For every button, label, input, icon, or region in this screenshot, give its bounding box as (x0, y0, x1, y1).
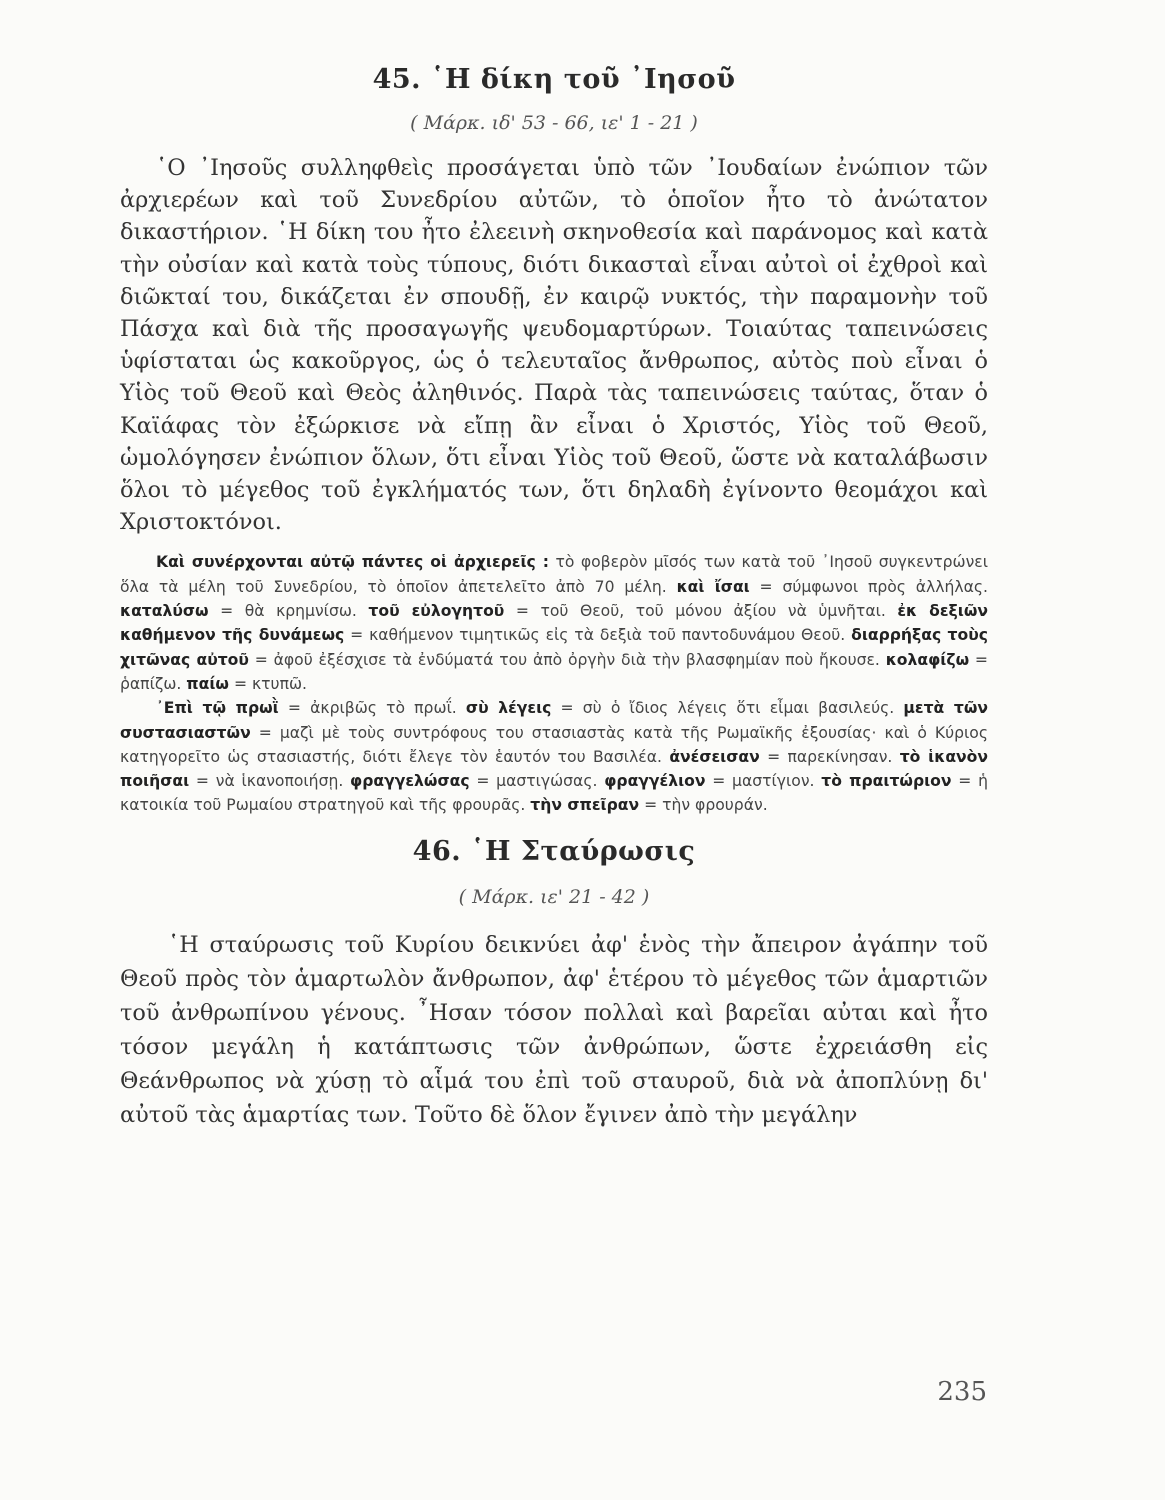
glossary-definition: = τοῦ Θεοῦ, τοῦ μόνου ἀξίου νὰ ὑμνῆται. (504, 602, 898, 621)
glossary-term: Καὶ συνέρχονται αὐτῷ πάντες οἱ ἀρχιερεῖς : (156, 553, 549, 572)
glossary-definition: = καθήμενον τιμητικῶς εἰς τὰ δεξιὰ τοῦ παντοδυνάμου Θεοῦ. (344, 626, 852, 645)
section-body: ῾Η σταύρωσις τοῦ Κυρίου δεικνύει ἀφ' ἑνὸς τὴν ἄπειρον ἀγάπην τοῦ Θεοῦ πρὸς τὸν ἁμαρτωλὸν ἄνθρωπον, ἀφ' ἑτέρου τὸ μέγεθος τῶν ἁμαρτιῶν τοῦ ἀνθρωπίνου γένους. ῏Ησαν τόσον πολλαὶ καὶ βαρεῖαι αὐται καὶ ἦτο τόσον μεγάλη ἡ κατάπτωσις τῶν ἀνθρώπων, ὥστε ἐχρειάσθη εἰς Θεάνθρωπος νὰ χύσῃ τὸ αἷμά του ἐπὶ τοῦ σταυροῦ, διὰ νὰ ἀποπλύνῃ δι' αὐτοῦ τὰς ἁμαρτίας των. Τοῦτο δὲ ὅλον ἔγινεν ἀπὸ τὴν μεγάλην (120, 931, 988, 1128)
glossary-definition: τὸ φοβερὸν μῖσός των κατὰ τοῦ ᾿Ιησοῦ συγκεντρώνει ὅλα τὰ μέλη τοῦ Συνεδρίου, τὸ ὁποῖον ἀπετελεῖτο ἀπὸ 70 μέλη. (120, 553, 989, 596)
glossary-term: ᾿Επὶ τῷ πρωῒ (156, 699, 279, 718)
glossary-paragraph (120, 550, 988, 696)
glossary-definition: = τὴν φρουράν. (639, 796, 768, 815)
section-body: ῾Ο ᾿Ιησοῦς συλληφθεὶς προσάγεται ὑπὸ τῶν ᾿Ιουδαίων ἐνώπιον τῶν ἀρχιερέων καὶ τοῦ Συνεδρίου αὐτῶν, τὸ ὁποῖον ἦτο τὸ ἀνώτατον δικαστήριον. ῾Η δίκη του ἦτο ἐλεεινὴ σκηνοθεσία καὶ παράνομος καὶ κατὰ τὴν οὐσίαν καὶ κατὰ τοὺς τύπους, διότι δικασταὶ εἶναι αὐτοὶ οἱ ἐχθροὶ καὶ διῶκταί του, δικάζεται ἐν σπουδῇ, ἐν καιρῷ νυκτός, τὴν παραμονὴν τοῦ Πάσχα καὶ διὰ τῆς προσαγωγῆς ψευδομαρτύρων. Τοιαύτας ταπεινώσεις ὑφίσταται ὡς κακοῦργος, ὡς ὁ τελευταῖος ἄνθρωπος, αὐτὸς ποὺ εἶναι ὁ Υἱὸς τοῦ Θεοῦ καὶ Θεὸς ἀληθινός. Παρὰ τὰς ταπεινώσεις ταύτας, ὅταν ὁ Καϊάφας τὸν ἐξώρκισε νὰ εἴπῃ ἂν εἶναι ὁ Χριστός, Υἱὸς τοῦ Θεοῦ, ὡμολόγησεν ἐνώπιον ὅλων, ὅτι εἶναι Υἱὸς τοῦ Θεοῦ, ὥστε νὰ καταλάβωσιν ὅλοι τὸ μέγεθος τοῦ ἐγκλήματός των, ὅτι δηλαδὴ ἐγίνοντο θεομάχοι καὶ Χριστοκτόνοι. (120, 155, 988, 536)
section-2 (120, 832, 988, 1132)
glossary-definition: = μαζὶ μὲ τοὺς συντρόφους του στασιαστὰς κατὰ τῆς Ρωμαϊκῆς ἐξουσίας· καὶ ὁ Κύριος κατηγορεῖτο ὡς στασιαστής, διότι ἔλεγε τὸν ἑαυτόν του Βασιλέα. (120, 723, 988, 766)
glossary-term: διαρρήξας τοὺς χιτῶνας αὐτοῦ (120, 626, 988, 669)
scripture-reference: ( Μάρκ. ιε' 21 - 42 ) (458, 885, 650, 908)
glossary-definition: = σύμφωνοι πρὸς ἀλλήλας. (749, 577, 988, 596)
scripture-reference: ( Μάρκ. ιδ' 53 - 66, ιε' 1 - 21 ) (410, 112, 698, 134)
section-title: 45. ῾Η δίκη τοῦ ᾿Ιησοῦ (372, 64, 736, 95)
glossary-paragraph (120, 696, 988, 817)
glossary-notes (120, 550, 988, 817)
page-number: 235 (937, 1377, 987, 1407)
glossary-term: κολαφίζω (885, 650, 970, 669)
glossary-term: ἐκ δεξιῶν καθήμενον τῆς δυνάμεως (120, 602, 989, 645)
section-title: 46. ῾Η Σταύρωσις (412, 835, 696, 867)
glossary-definition: = ἀφοῦ ἐξέσχισε τὰ ἐνδύματά του ἀπὸ ὀργὴν διὰ τὴν βλασφημίαν ποὺ ἤκουσε. (248, 650, 886, 669)
glossary-term: ἀνέσεισαν (669, 747, 760, 766)
glossary-term: τὴν σπεῖραν (530, 796, 640, 815)
page-content (120, 60, 988, 1132)
glossary-term: τὸ πραιτώριον (821, 772, 952, 791)
glossary-definition: = σὺ ὁ ἴδιος λέγεις ὅτι εἶμαι βασιλεύς. (551, 699, 904, 718)
glossary-definition: = παρεκίνησαν. (759, 747, 900, 766)
glossary-term: τοῦ εὐλογητοῦ (368, 602, 505, 621)
glossary-definition: = θὰ κρημνίσω. (208, 602, 369, 621)
glossary-term: παίω (186, 674, 229, 693)
glossary-definition: = μαστιγώσας. (469, 772, 605, 791)
glossary-term: φραγγελώσας (350, 772, 470, 791)
glossary-term: φραγγέλιον (604, 772, 706, 791)
glossary-term: μετὰ τῶν συστασιαστῶν (120, 699, 988, 742)
glossary-definition: = κτυπῶ. (228, 674, 307, 693)
glossary-definition: = νὰ ἱκανοποιήσῃ. (189, 772, 351, 791)
glossary-term: καταλύσω (120, 602, 209, 621)
glossary-definition: = ῥαπίζω. (120, 650, 988, 693)
glossary-term: τὸ ἱκανὸν ποιῆσαι (120, 747, 989, 791)
glossary-definition: = ἡ κατοικία τοῦ Ρωμαίου στρατηγοῦ καὶ τῆς φρουρᾶς. (120, 772, 988, 815)
glossary-term: καὶ ἴσαι (676, 577, 750, 596)
glossary-definition: = μαστίγιον. (705, 772, 822, 791)
glossary-term: σὺ λέγεις (465, 699, 552, 718)
glossary-definition: = ἀκριβῶς τὸ πρωΐ. (278, 699, 466, 718)
